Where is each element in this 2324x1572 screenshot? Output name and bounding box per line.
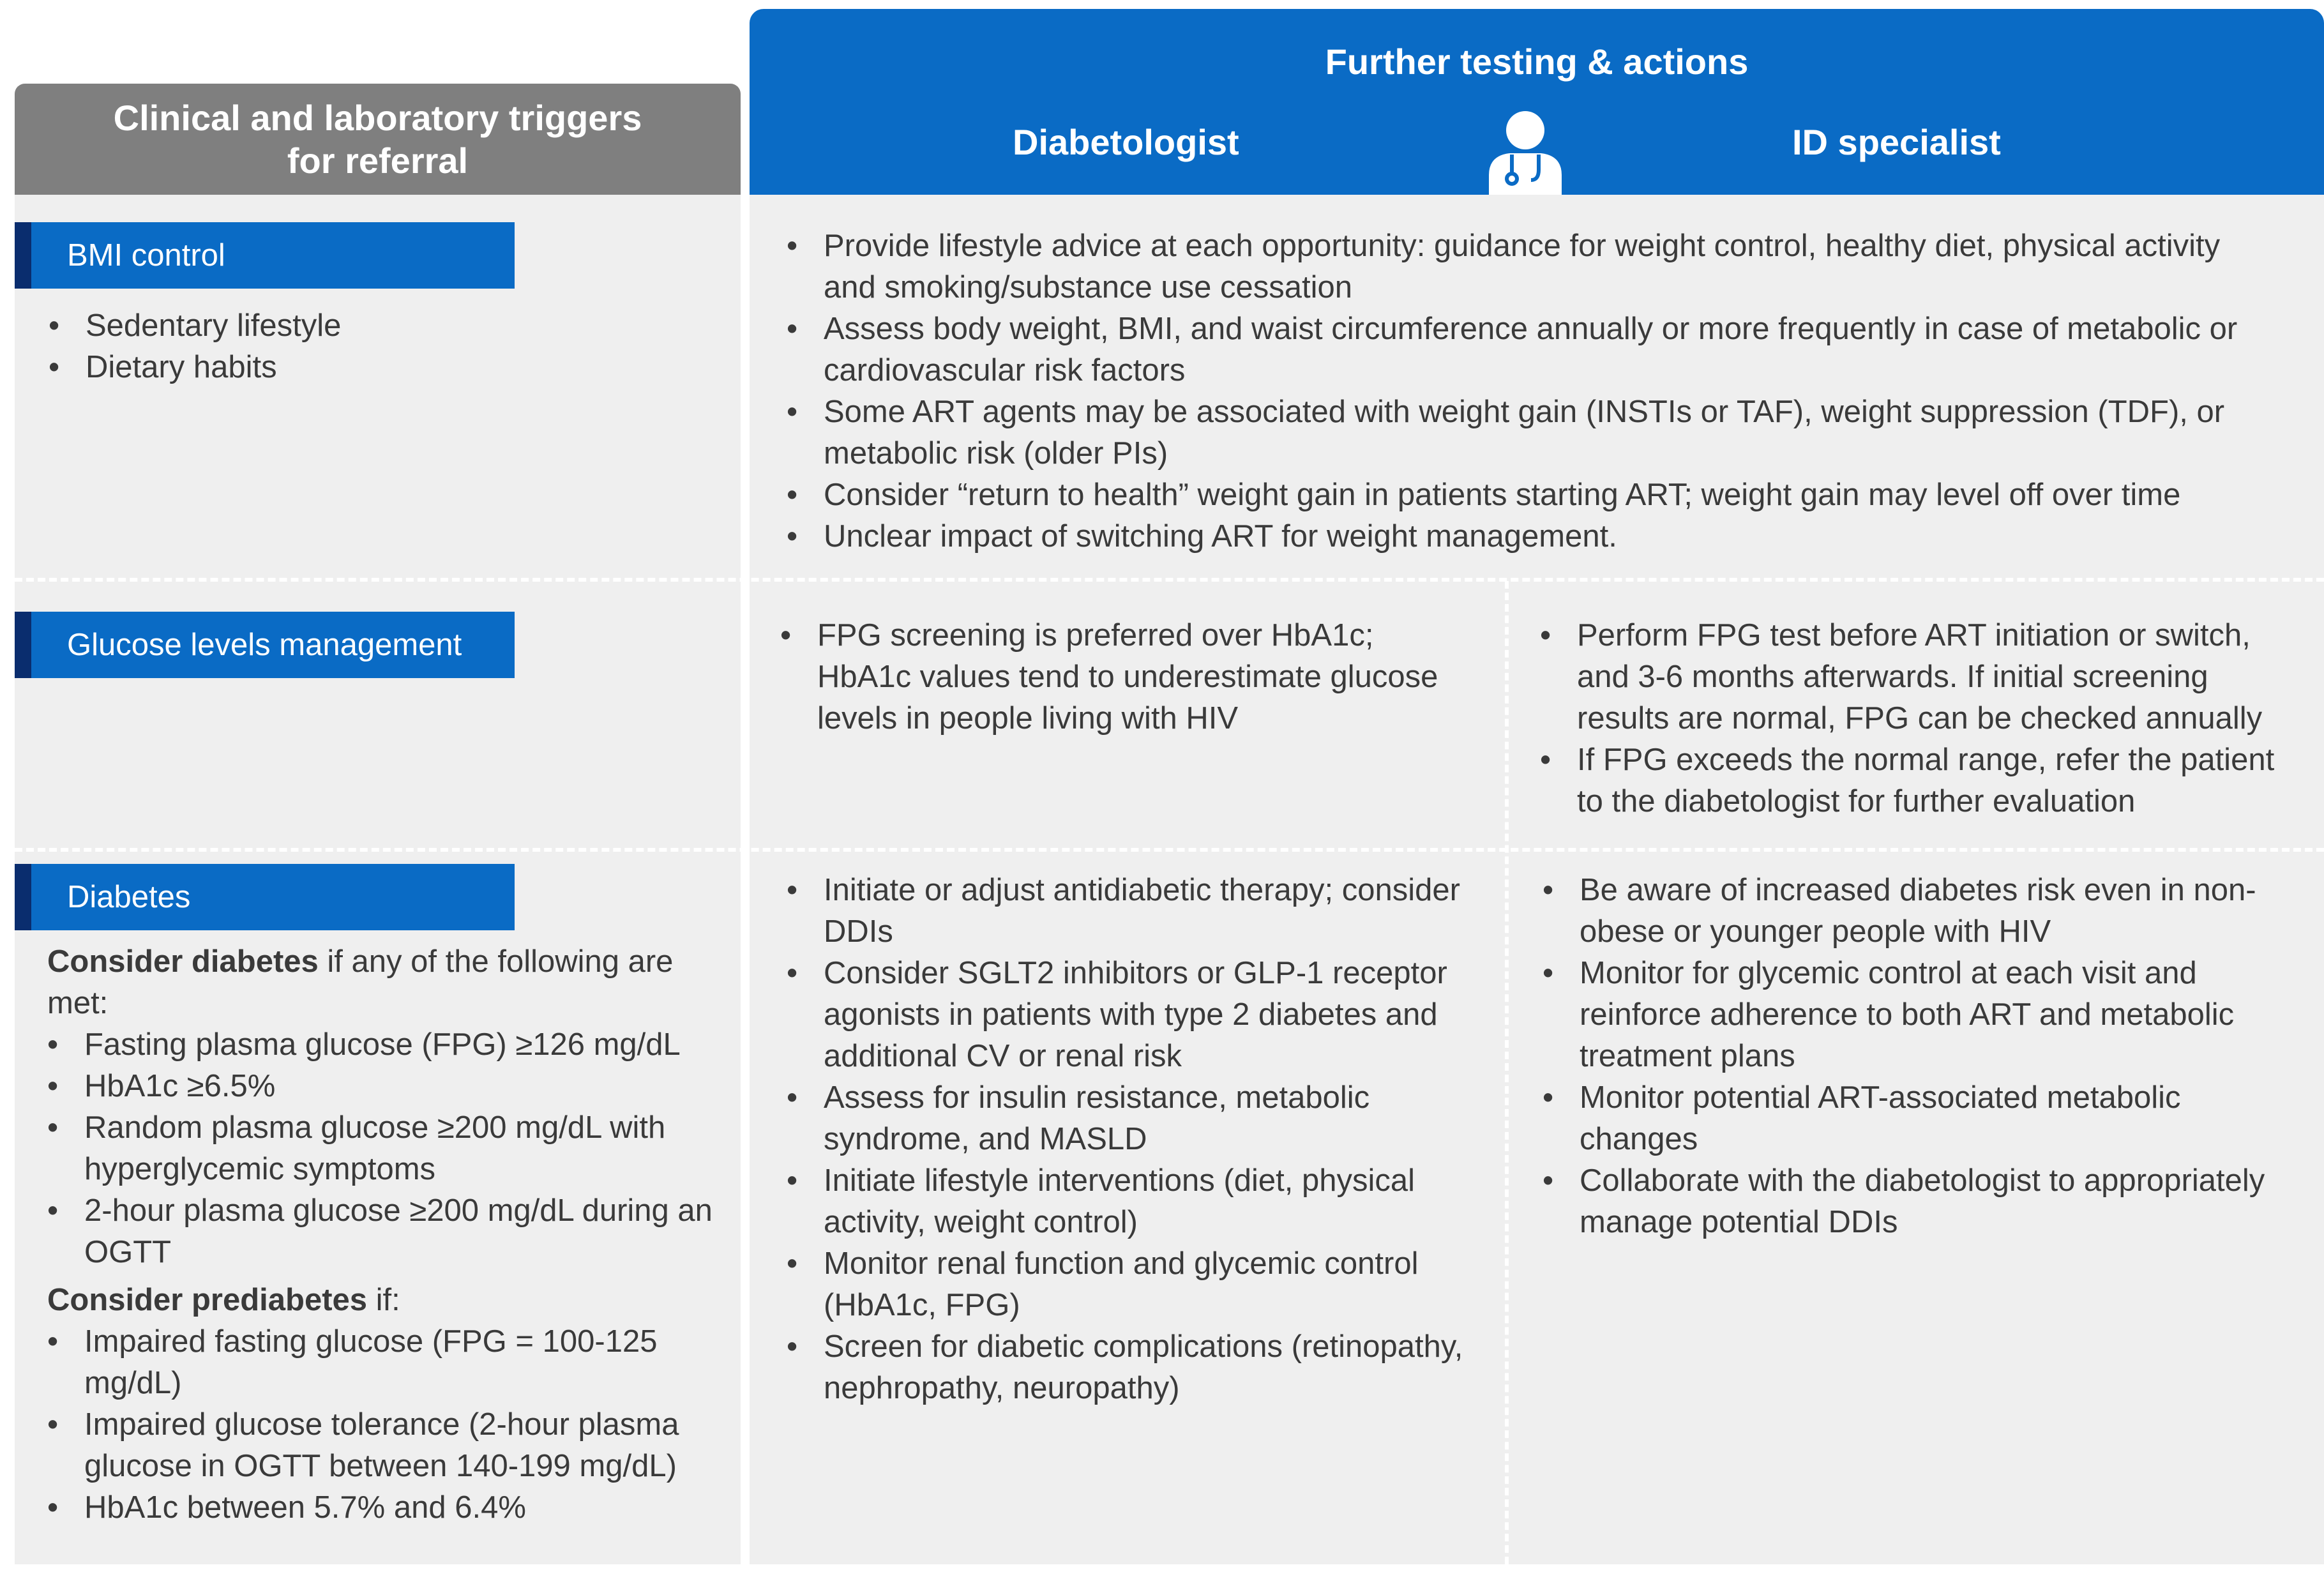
bmi-actions: [787, 225, 2281, 557]
consider-prediabetes-lead: [47, 1280, 724, 1321]
consider-diabetes-rest: if any of the following are met:: [47, 944, 674, 1020]
list-item: • FPG screening is preferred over HbA1c; HbA1c values tend to underestimate glucose levels in people living with HIV: [780, 615, 1470, 739]
glucose-management-label: Glucose levels management: [15, 612, 515, 678]
consider-diabetes-lead: [47, 941, 724, 1024]
list-item: • Sedentary lifestyle: [49, 305, 725, 347]
glucose-id-specialist-actions: [1540, 615, 2293, 822]
row-separator-1: [15, 578, 2324, 582]
list-item: • Fasting plasma glucose (FPG) ≥126 mg/dL: [47, 1024, 724, 1066]
list-item: • Initiate lifestyle interventions (diet, physical activity, weight control): [787, 1160, 1495, 1243]
id-specialist-header: ID specialist: [1792, 122, 2001, 162]
consider-prediabetes-rest: if:: [367, 1283, 400, 1317]
list-item: • Unclear impact of switching ART for weight management.: [787, 516, 2281, 557]
list-item: • 2-hour plasma glucose ≥200 mg/dL during an OGTT: [47, 1190, 724, 1273]
bmi-control-label: BMI control: [15, 222, 515, 289]
list-item: • HbA1c between 5.7% and 6.4%: [47, 1487, 724, 1529]
triggers-column-header: [15, 84, 741, 195]
list-item: • Impaired glucose tolerance (2-hour plasma glucose in OGTT between 140-199 mg/dL): [47, 1404, 724, 1487]
glucose-diabetologist-actions: [780, 615, 1470, 739]
list-item: • Monitor renal function and glycemic control (HbA1c, FPG): [787, 1243, 1495, 1326]
list-item: • Some ART agents may be associated with weight gain (INSTIs or TAF), weight suppression (TDF), or metabolic risk (older PIs): [787, 391, 2281, 474]
diabetes-triggers: [47, 941, 724, 1529]
list-item: • Collaborate with the diabetologist to appropriately manage potential DDIs: [1543, 1160, 2305, 1243]
list-item: • Provide lifestyle advice at each opportunity: guidance for weight control, healthy diet, physical activity and smoking/substance use cessation: [787, 225, 2281, 308]
diabetologist-header: Diabetologist: [1013, 122, 1239, 162]
list-item: • Impaired fasting glucose (FPG = 100-125 mg/dL): [47, 1321, 724, 1404]
diabetes-id-specialist-actions: [1543, 870, 2305, 1243]
column-separator: [1505, 581, 1509, 1564]
actions-header-title: Further testing & actions: [1325, 42, 1749, 82]
list-item: • HbA1c ≥6.5%: [47, 1066, 724, 1107]
list-item: • Random plasma glucose ≥200 mg/dL with hyperglycemic symptoms: [47, 1107, 724, 1190]
list-item: • Initiate or adjust antidiabetic therapy; consider DDIs: [787, 870, 1495, 953]
diabetes-label: Diabetes: [15, 864, 515, 930]
list-item: • Be aware of increased diabetes risk even in non-obese or younger people with HIV: [1543, 870, 2305, 953]
list-item: • Consider SGLT2 inhibitors or GLP-1 receptor agonists in patients with type 2 diabetes and additional CV or renal risk: [787, 953, 1495, 1077]
list-item: • Assess for insulin resistance, metabolic syndrome, and MASLD: [787, 1077, 1495, 1160]
list-item: • Assess body weight, BMI, and waist circumference annually or more frequently in case of metabolic or cardiovascular risk factors: [787, 308, 2281, 391]
list-item: • If FPG exceeds the normal range, refer the patient to the diabetologist for further evaluation: [1540, 739, 2293, 822]
list-item: • Consider “return to health” weight gain in patients starting ART; weight gain may level off over time: [787, 474, 2281, 516]
list-item: • Screen for diabetic complications (retinopathy, nephropathy, neuropathy): [787, 1326, 1495, 1409]
actions-column-header: [750, 9, 2324, 195]
list-item: • Monitor potential ART-associated metabolic changes: [1543, 1077, 2305, 1160]
list-item: • Dietary habits: [49, 347, 725, 388]
doctor-icon: [1484, 109, 1567, 198]
consider-diabetes-bold: Consider diabetes: [47, 944, 319, 979]
consider-prediabetes-bold: Consider prediabetes: [47, 1283, 368, 1317]
bmi-triggers: [49, 305, 725, 388]
triggers-header-line1: Clinical and laboratory triggers: [113, 98, 642, 138]
list-item: • Perform FPG test before ART initiation or switch, and 3-6 months afterwards. If initial screening results are normal, FPG can be checked annually: [1540, 615, 2293, 739]
triggers-header-line2: for referral: [287, 140, 469, 181]
row-separator-2: [15, 848, 2324, 852]
list-item: • Monitor for glycemic control at each visit and reinforce adherence to both ART and metabolic treatment plans: [1543, 953, 2305, 1077]
diabetes-diabetologist-actions: [787, 870, 1495, 1409]
